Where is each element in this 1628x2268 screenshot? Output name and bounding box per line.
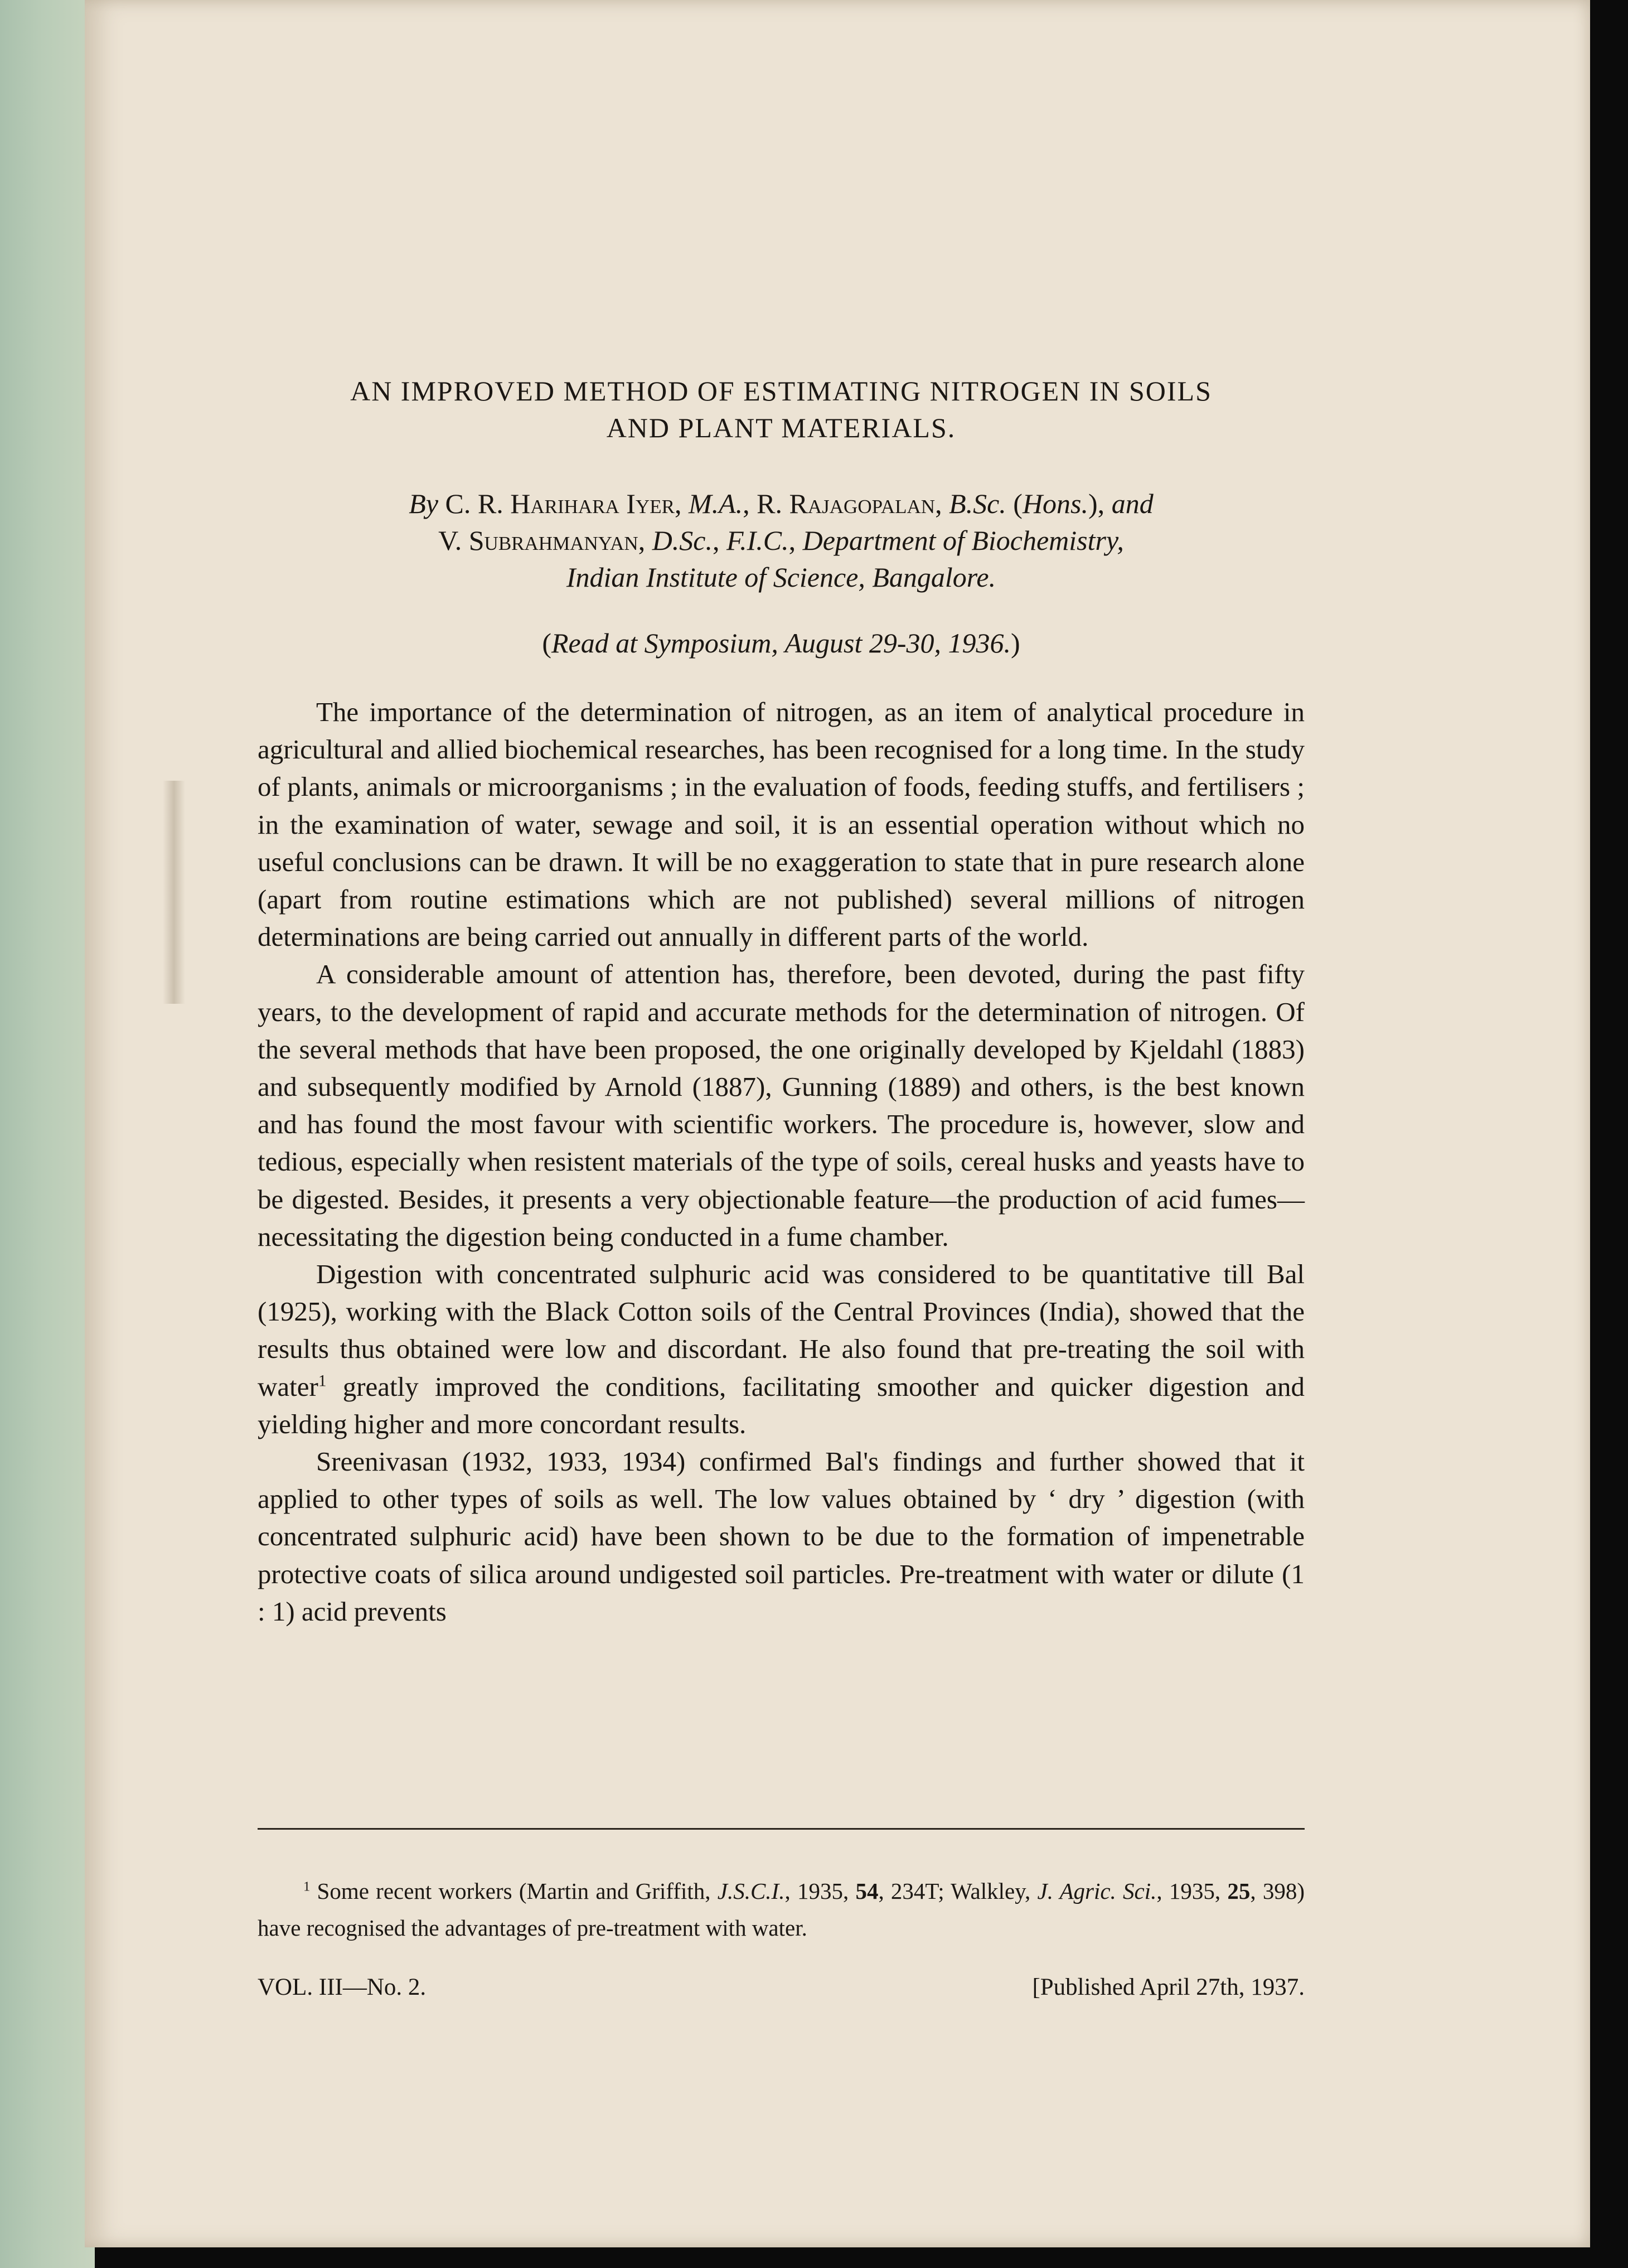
byline-line-2: V. Subrahmanyan, D.Sc., F.I.C., Department of Biochemistry, — [438, 525, 1124, 556]
author3-degree-1: D.Sc. — [652, 525, 713, 556]
binding-shadow — [163, 781, 185, 1004]
footnote-volume-2: 25 — [1227, 1878, 1251, 1904]
author1-initials: C. R. — [445, 488, 503, 519]
title-line-2: AND PLANT MATERIALS. — [606, 412, 956, 443]
footnote-volume-1: 54 — [855, 1878, 879, 1904]
paragraph-3 — [258, 1255, 1305, 1443]
paragraph-4: Sreenivasan (1932, 1933, 1934) confirmed Bal's findings and further showed that it applied to other types of soils as well. The low values obtained by ‘ dry ’ digestion (with concentrated sulphuric acid) have been shown to be due to the formation of impenetrable protective coats of silica around undigested soil particles. Pre-treatment with water or dilute (1 : 1) acid prevents — [258, 1446, 1305, 1627]
footnote-text-1: Some recent workers (Martin and Griffith, — [310, 1878, 718, 1904]
author3-degree-2: F.I.C. — [726, 525, 789, 556]
author3-initials: V. — [438, 525, 462, 556]
author2-hons: Hons. — [1022, 488, 1089, 519]
published-date: [Published April 27th, 1937. — [1032, 1974, 1305, 2000]
volume-number: VOL. III—No. 2. — [258, 1974, 427, 2000]
author2-name: Rajagopalan — [789, 488, 936, 519]
title-line-1: AN IMPROVED METHOD OF ESTIMATING NITROGEN IN SOILS — [350, 375, 1212, 407]
footnote-text-4: , 1935, — [1156, 1878, 1228, 1904]
article-title — [258, 373, 1305, 446]
author3-name: Subrahmanyan — [468, 525, 638, 556]
footnote-journal-2: J. Agric. Sci. — [1037, 1878, 1157, 1904]
paragraph-2: A considerable amount of attention has, therefore, been devoted, during the past fifty years, to the development of rapid and accurate methods for the determination of nitrogen. Of the several methods that have been proposed, the one originally developed by Kjeldahl (1883) and subsequently modified by Arnold (1887), Gunning (1889) and others, is the best known and has found the most favour with scientific workers. The procedure is, however, slow and tedious, especially when resistent materials of the type of soils, cereal husks and yeasts have to be digested. Besides, it presents a very objectionable feature—the production of acid fumes—necessitating the digestion being conducted in a fume chamber. — [258, 959, 1305, 1252]
byline-and: and — [1111, 488, 1154, 519]
byline-by: By — [409, 488, 439, 519]
footnote-reference-1: 1 — [318, 1372, 327, 1390]
footnote-text-5: , 398) have recognised the advantages of pre-treatment with water. — [258, 1878, 1305, 1941]
page-footer — [258, 1971, 1305, 2004]
footnote-journal-1: J.S.C.I. — [717, 1878, 785, 1904]
footnote-text-2: , 1935, — [784, 1878, 856, 1904]
institute: Indian Institute of Science, Bangalore. — [566, 562, 996, 593]
green-cover-edge — [0, 0, 95, 2268]
article-body — [258, 693, 1305, 1630]
byline-line-1: By C. R. Harihara Iyer, M.A., R. Rajagopalan, B.Sc. (Hons.), and — [409, 488, 1154, 519]
author1-degree: M.A. — [688, 488, 743, 519]
footnote-separator-rule — [258, 1828, 1305, 1830]
paragraph-3-text-a: Digestion with concentrated sulphuric acid was considered to be quantitative till Bal (1925), working with the Black Cotton soils of the Central Provinces (India), showed that the results thus obtained were low and discordant. He also found that pre-treating the soil with water — [258, 1259, 1305, 1402]
paragraph-3-text-b: greatly improved the conditions, facilitating smoother and quicker digestion and yielding higher and more concordant results. — [258, 1371, 1305, 1439]
footnote-mark: 1 — [303, 1879, 311, 1894]
footnote-text-3: , 234T; Walkley, — [878, 1878, 1038, 1904]
byline-line-3 — [258, 559, 1305, 596]
author2-initials: R. — [757, 488, 783, 519]
read-note-text: Read at Symposium, August 29-30, 1936. — [551, 627, 1011, 659]
footnote-1 — [258, 1873, 1305, 1946]
read-at-symposium-note: (Read at Symposium, August 29-30, 1936.) — [542, 627, 1020, 659]
paragraph-1: The importance of the determination of nitrogen, as an item of analytical procedure in agricultural and allied biochemical researches, has been recognised for a long time. In the study of plants, animals or microorganisms ; in the evaluation of foods, feeding stuffs, and fertilisers ; in the examination of water, sewage and soil, it is an essential operation without which no useful conclusions can be drawn. It will be no exaggeration to state that in pure research alone (apart from routine estimations which are not published) several millions of nitrogen determinations are being carried out annually in different parts of the world. — [258, 697, 1305, 952]
author2-degree: B.Sc. — [949, 488, 1006, 519]
author-byline — [258, 485, 1305, 596]
department: Department of Biochemistry, — [802, 525, 1124, 556]
author1-name: Harihara Iyer — [510, 488, 675, 519]
